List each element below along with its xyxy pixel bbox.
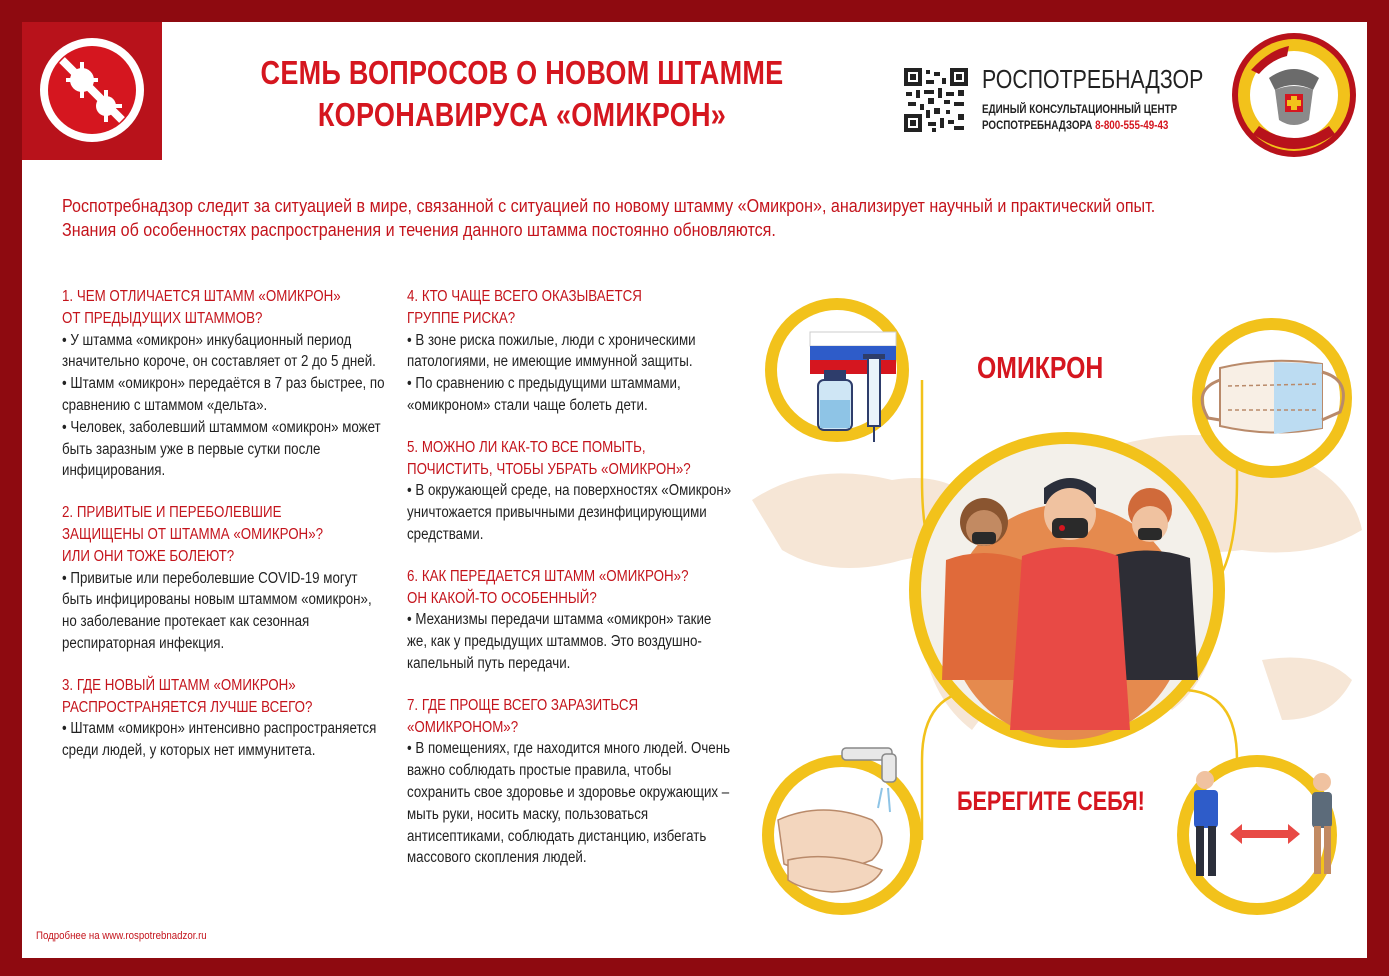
question-title-line: ПОЧИСТИТЬ, ЧТОБЫ УБРАТЬ «ОМИКРОН»?: [407, 460, 691, 478]
question-title-line: РАСПРОСТРАНЯЕТСЯ ЛУЧШЕ ВСЕГО?: [62, 698, 313, 716]
question-6: [407, 566, 734, 675]
vaccine-icon: [765, 298, 909, 442]
label-omicron: ОМИКРОН: [977, 350, 1104, 385]
answer-paragraph: • Штамм «омикрон» передаётся в 7 раз быстрее, по сравнению с штаммом «дельта».: [62, 375, 385, 414]
answer-paragraph: • У штамма «омикрон» инкубационный период значительно короче, он составляет от 2 до 5 дней.: [62, 331, 376, 371]
answer-paragraph: • В зоне риска пожилые, люди с хроническими патологиями, не имеющие иммунной защиты.: [407, 331, 696, 371]
question-title-line: ИЛИ ОНИ ТОЖЕ БОЛЕЮТ?: [62, 547, 235, 565]
question-4-title: [407, 286, 734, 330]
question-1: [62, 286, 389, 482]
social-distance-icon: [1177, 755, 1337, 915]
question-title-line: 2. ПРИВИТЫЕ И ПЕРЕБОЛЕВШИЕ: [62, 504, 282, 522]
answer-paragraph: • Механизмы передачи штамма «омикрон» такие же, как у предыдущих штаммов. Это воздушно-капельный путь передачи.: [407, 611, 712, 672]
org-line-1: ЕДИНЫЙ КОНСУЛЬТАЦИОННЫЙ ЦЕНТР: [982, 102, 1178, 116]
question-title-line: 3. ГДЕ НОВЫЙ ШТАММ «ОМИКРОН»: [62, 676, 296, 694]
no-virus-badge: [22, 22, 162, 160]
question-2-title: [62, 502, 389, 567]
question-title-line: 4. КТО ЧАЩЕ ВСЕГО ОКАЗЫВАЕТСЯ: [407, 288, 642, 305]
no-virus-icon: [22, 22, 162, 160]
question-title-line: ЗАЩИЩЕНЫ ОТ ШТАММА «ОМИКРОН»?: [62, 525, 324, 543]
title-line-1: СЕМЬ ВОПРОСОВ О НОВОМ ШТАММЕ: [260, 54, 784, 91]
question-6-answer: [407, 609, 734, 674]
question-title-line: ГРУППЕ РИСКА?: [407, 309, 516, 327]
question-title-line: 5. МОЖНО ЛИ КАК-ТО ВСЕ ПОМЫТЬ,: [407, 438, 646, 456]
org-line-2-text: РОСПОТРЕБНАДЗОРА: [982, 118, 1093, 132]
question-3-title: [62, 675, 389, 719]
question-6-title: [407, 566, 734, 610]
question-5-answer: [407, 480, 734, 545]
page-title: [243, 52, 801, 136]
face-mask-icon: [1192, 318, 1352, 478]
intro-line-1: Роспотребнадзор следит за ситуацией в мире, связанной с ситуацией по новому штамму «Омикрон», анализирует научный и практический опыт.: [62, 195, 1156, 216]
poster: [22, 22, 1367, 958]
question-7-answer: [407, 738, 734, 869]
question-7: [407, 695, 734, 869]
question-1-title: [62, 286, 389, 330]
question-3-answer: [62, 718, 389, 762]
intro-text: [62, 194, 1184, 242]
hand-washing-icon: [762, 748, 922, 915]
intro-line-2: Знания об особенностях распространения и течения данного штамма постоянно обновляются.: [62, 219, 776, 240]
question-3: [62, 675, 389, 762]
answer-paragraph: • По сравнению с предыдущими штаммами, «омикроном» стали чаще болеть дети.: [407, 375, 681, 414]
question-title-line: 7. ГДЕ ПРОЩЕ ВСЕГО ЗАРАЗИТЬСЯ: [407, 696, 639, 714]
masked-people-icon: [909, 432, 1225, 748]
org-phone: 8-800-555-49-43: [1095, 118, 1169, 132]
question-5-title: [407, 437, 734, 481]
questions-column-1: [62, 286, 389, 782]
label-take-care: БЕРЕГИТЕ СЕБЯ!: [957, 786, 1145, 816]
question-title-line: «ОМИКРОНОМ»?: [407, 718, 519, 736]
answer-paragraph: • В помещениях, где находится много людей. Очень важно соблюдать простые правила, чтобы сохранить свое здоровье и здоровье окружающих – мыть руки, носить маску, пользоваться антисептиками, соблюдать дистанцию, избегать массового скопления людей.: [407, 740, 731, 867]
questions-column-2: [407, 286, 734, 889]
org-name: РОСПОТРЕБНАДЗОР: [982, 64, 1204, 94]
question-7-title: [407, 695, 734, 739]
question-title-line: ОТ ПРЕДЫДУЩИХ ШТАММОВ?: [62, 309, 263, 327]
answer-paragraph: • Человек, заболевший штаммом «омикрон» может быть заразным уже в первые сутки после инфицирования.: [62, 418, 381, 480]
answer-paragraph: • В окружающей среде, на поверхностях «Омикрон» уничтожается привычными дезинфицирующими средствами.: [407, 482, 732, 543]
qr-code-icon: [904, 68, 968, 132]
footer-link[interactable]: Подробнее на www.rospotrebnadzor.ru: [36, 930, 207, 942]
question-2: [62, 502, 389, 655]
question-4: [407, 286, 734, 417]
answer-paragraph: • Привитые или переболевшие COVID-19 могут быть инфицированы новым штаммом «омикрон», но заболевание протекает как сезонная респираторная инфекция.: [62, 569, 372, 652]
answer-paragraph: • Штамм «омикрон» интенсивно распространяется среди людей, у которых нет иммунитета.: [62, 720, 377, 760]
question-title-line: 6. КАК ПЕРЕДАЕТСЯ ШТАММ «ОМИКРОН»?: [407, 567, 689, 585]
org-line-2: [982, 118, 1168, 132]
title-line-2: КОРОНАВИРУСА «ОМИКРОН»: [317, 96, 727, 133]
question-5: [407, 437, 734, 546]
emblem-100-years-logo: [1229, 30, 1359, 160]
question-title-line: ОН КАКОЙ-ТО ОСОБЕННЫЙ?: [407, 589, 597, 607]
question-4-answer: [407, 330, 734, 417]
question-2-answer: [62, 568, 389, 655]
question-title-line: 1. ЧЕМ ОТЛИЧАЕТСЯ ШТАММ «ОМИКРОН»: [62, 288, 341, 305]
question-1-answer: [62, 330, 389, 483]
